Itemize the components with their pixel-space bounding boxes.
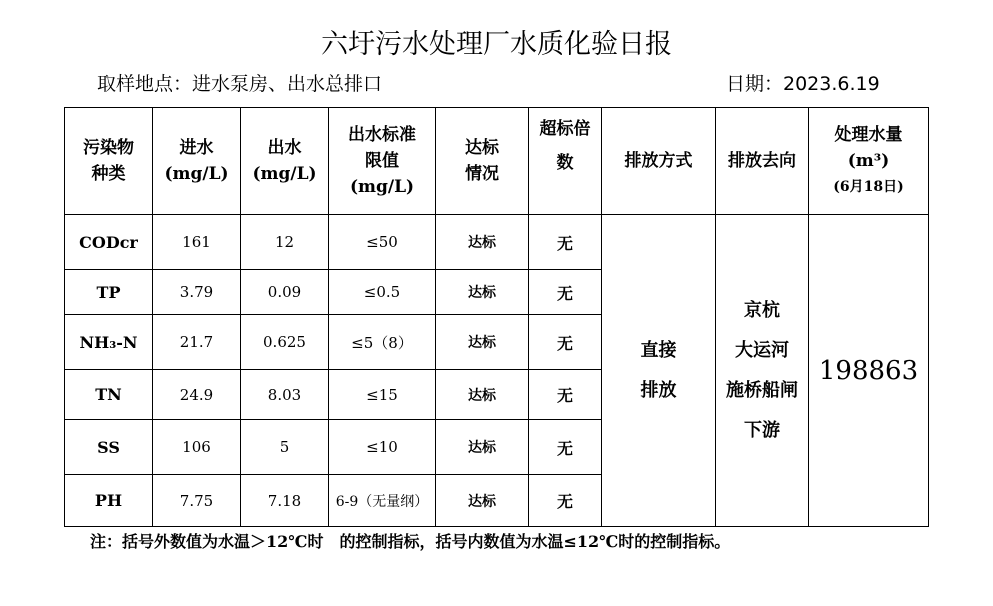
pollutant-cell: TP	[65, 270, 153, 315]
influent-cell: 24.9	[153, 370, 241, 420]
header-exceed: 超标倍 数	[529, 108, 602, 215]
header-pollutant: 污染物 种类	[65, 108, 153, 215]
exceed-cell: 无	[529, 215, 602, 270]
effluent-cell: 0.625	[241, 315, 329, 370]
influent-cell: 3.79	[153, 270, 241, 315]
treated-volume-cell: 198863	[809, 215, 929, 527]
discharge-direction-cell: 京杭 大运河 施桥船闸 下游	[716, 215, 809, 527]
pollutant-cell: SS	[65, 420, 153, 475]
header-method: 排放方式	[602, 108, 716, 215]
report-date: 日期：2023.6.19	[726, 73, 880, 95]
header-influent: 进水 (mg/L)	[153, 108, 241, 215]
pollutant-cell: PH	[65, 475, 153, 527]
footnote: 注：括号外数值为水温＞12℃时 的控制指标，括号内数值为水温≤12℃时的控制指标。	[90, 532, 731, 551]
limit-cell: ≤50	[329, 215, 436, 270]
limit-cell: 6-9（无量纲）	[329, 475, 436, 527]
effluent-cell: 0.09	[241, 270, 329, 315]
header-status: 达标 情况	[436, 108, 529, 215]
status-cell: 达标	[436, 270, 529, 315]
report-title: 六圩污水处理厂水质化验日报	[321, 29, 672, 60]
effluent-cell: 7.18	[241, 475, 329, 527]
limit-cell: ≤15	[329, 370, 436, 420]
exceed-cell: 无	[529, 420, 602, 475]
exceed-cell: 无	[529, 315, 602, 370]
discharge-method-cell: 直接 排放	[602, 215, 716, 527]
exceed-cell: 无	[529, 370, 602, 420]
header-volume: 处理水量 (m³) (6月18日)	[809, 108, 929, 215]
influent-cell: 161	[153, 215, 241, 270]
pollutant-cell: TN	[65, 370, 153, 420]
header-limit: 出水标准 限值 (mg/L)	[329, 108, 436, 215]
status-cell: 达标	[436, 215, 529, 270]
status-cell: 达标	[436, 420, 529, 475]
header-row	[65, 108, 929, 215]
header-direction: 排放去向	[716, 108, 809, 215]
header-effluent: 出水 (mg/L)	[241, 108, 329, 215]
influent-cell: 7.75	[153, 475, 241, 527]
pollutant-cell: NH₃-N	[65, 315, 153, 370]
sampling-location: 取样地点：进水泵房、出水总排口	[97, 73, 383, 95]
influent-cell: 106	[153, 420, 241, 475]
pollutant-cell: CODcr	[65, 215, 153, 270]
effluent-cell: 8.03	[241, 370, 329, 420]
limit-cell: ≤0.5	[329, 270, 436, 315]
effluent-cell: 5	[241, 420, 329, 475]
limit-cell: ≤5（8）	[329, 315, 436, 370]
exceed-cell: 无	[529, 475, 602, 527]
table-row	[65, 215, 929, 270]
water-quality-table	[64, 107, 929, 527]
status-cell: 达标	[436, 370, 529, 420]
status-cell: 达标	[436, 475, 529, 527]
exceed-cell: 无	[529, 270, 602, 315]
status-cell: 达标	[436, 315, 529, 370]
limit-cell: ≤10	[329, 420, 436, 475]
effluent-cell: 12	[241, 215, 329, 270]
influent-cell: 21.7	[153, 315, 241, 370]
